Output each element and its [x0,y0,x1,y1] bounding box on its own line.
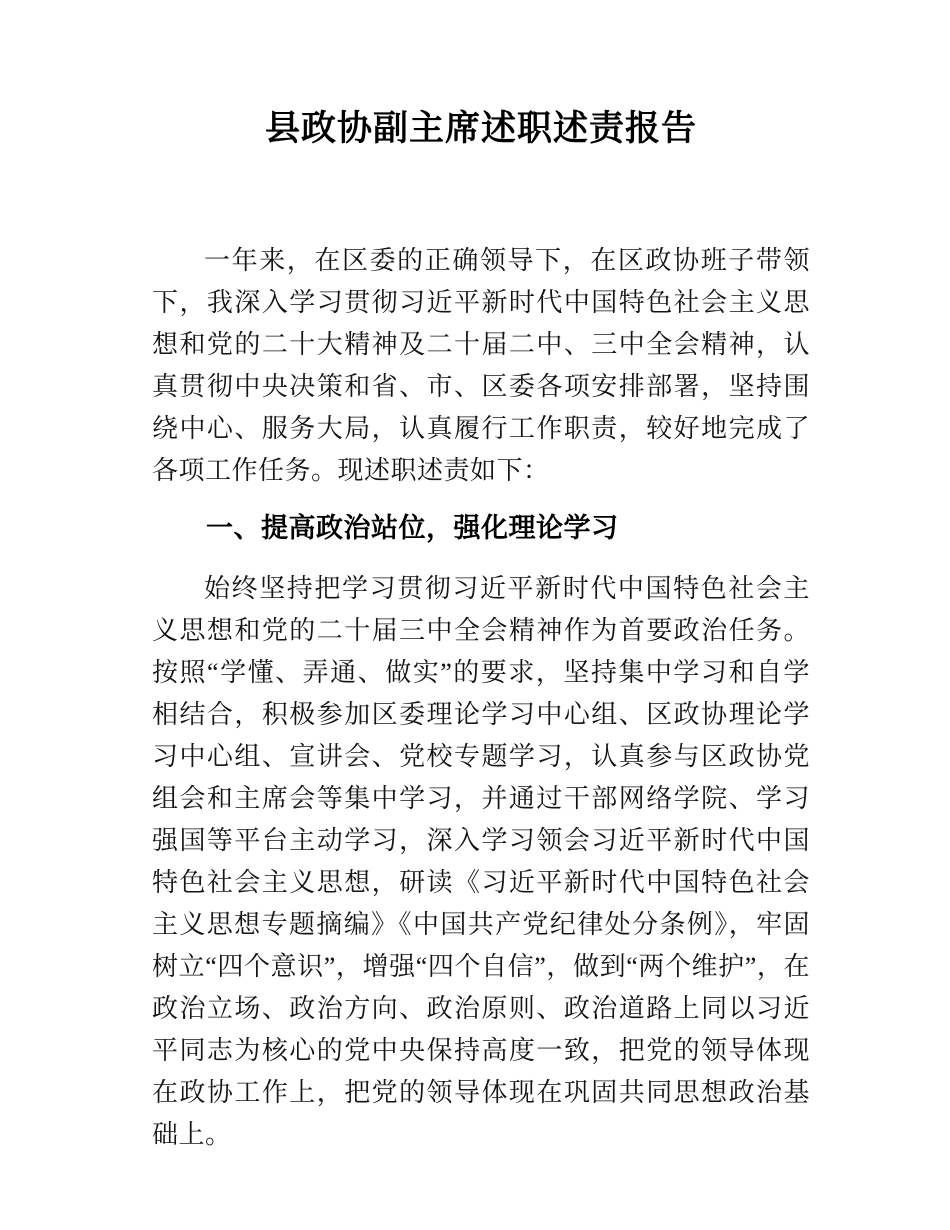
section-heading: 一、提高政治站位，强化理论学习 [206,513,619,543]
document-content [152,0,810,1156]
section-paragraph: 始终坚持把学习贯彻习近平新时代中国特色社会主义思想和党的二十届三中全会精神作为首要政治任务。按照“学懂、弄通、做实”的要求，坚持集中学习和自学相结合，积极参加区委理论学习中心组、区政协理论学习中心组、宣讲会、党校专题学习，认真参与区政协党组会和主席会等集中学习，并通过干部网络学院、学习强国等平台主动学习，深入学习领会习近平新时代中国特色社会主义思想，研读《习近平新时代中国特色社会主义思想专题摘编》《中国共产党纪律处分条例》，牢固树立“四个意识”，增强“四个自信”，做到“两个维护”，在政治立场、政治方向、政治原则、政治道路上同以习近平同志为核心的党中央保持高度一致，把党的领导体现在政协工作上，把党的领导体现在巩固共同思想政治基础上。 [152,574,810,1149]
intro-paragraph: 一年来，在区委的正确领导下，在区政协班子带领下，我深入学习贯彻习近平新时代中国特色社会主义思想和党的二十大精神及二十届二中、三中全会精神，认真贯彻中央决策和省、市、区委各项安排部署，坚持围绕中心、服务大局，认真履行工作职责，较好地完成了各项工作任务。现述职述责如下： [152,246,810,485]
document-title: 县政协副主席述职述责报告 [264,109,697,148]
